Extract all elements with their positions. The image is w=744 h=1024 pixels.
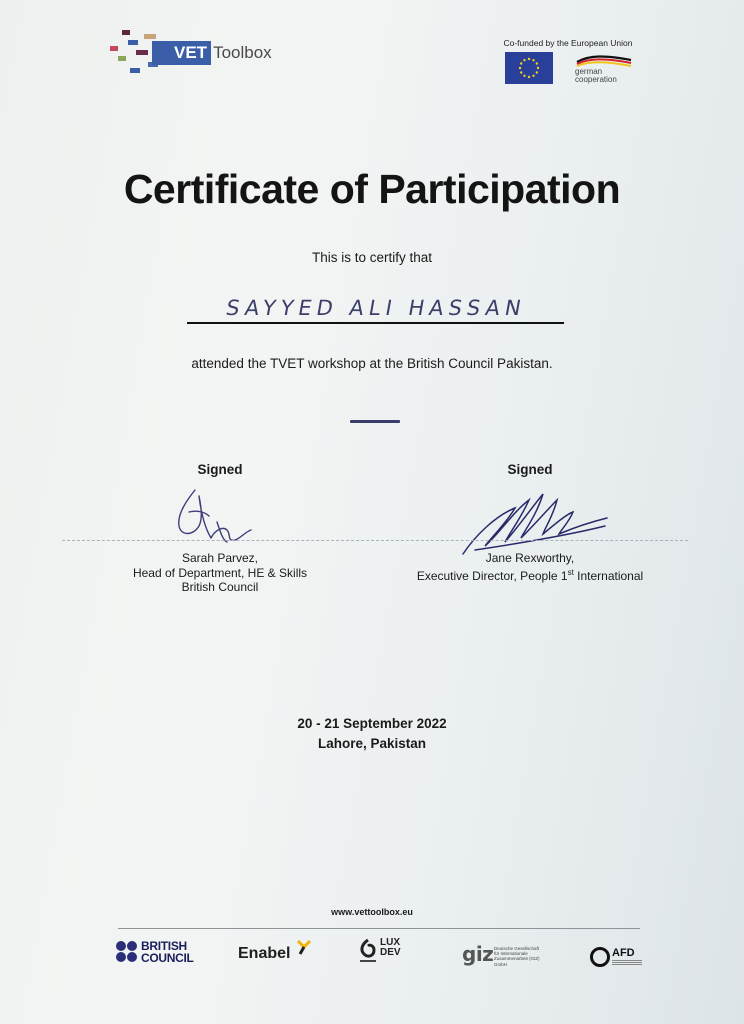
eu-flag-icon [505, 52, 553, 84]
attended-line: attended the TVET workshop at the British Council Pakistan. [191, 356, 553, 371]
certificate-title: Certificate of Participation [123, 166, 621, 212]
left-signature [165, 482, 265, 552]
footer-url[interactable]: www.vettoolbox.eu [331, 907, 413, 917]
german-coop-line-2: cooperation [575, 75, 617, 84]
signature-rule [62, 540, 688, 541]
giz-logo: giz [462, 942, 494, 966]
left-signatory-block [100, 551, 340, 595]
enabel-logo: Enabel [238, 945, 291, 962]
event-place: Lahore, Pakistan [317, 736, 427, 751]
giz-sub-line-3: Zusammenarbeit (GIZ) GmbH [494, 956, 540, 967]
recipient-name: SAYYED ALI HASSAN [224, 296, 528, 320]
left-signed-label: Signed [197, 462, 243, 477]
luxdev-logo [358, 938, 410, 972]
bc-logo-line-2: COUNCIL [141, 951, 194, 965]
afd-ring-icon [590, 947, 610, 967]
left-signatory-name: Sarah Parvez, [181, 551, 259, 565]
luxdev-line-2: DEV [380, 947, 401, 958]
giz-sub-line-1: Deutsche Gesellschaft [494, 946, 540, 951]
afd-logo-text: AFD [612, 947, 635, 959]
right-signature [455, 486, 615, 558]
right-signatory-title [400, 566, 660, 584]
vet-toolbox-logo [108, 28, 288, 80]
eu-cofunded-caption: Co-funded by the European Union [503, 38, 633, 48]
name-underline [187, 322, 564, 324]
right-signatory-name: Jane Rexworthy, [485, 551, 575, 565]
left-signatory-org: British Council [181, 580, 259, 594]
divider-rule [350, 420, 400, 423]
right-signatory-block [400, 551, 660, 583]
vet-logo-text: VET [152, 41, 211, 65]
german-cooperation-logo [575, 54, 633, 86]
afd-logo [590, 947, 650, 973]
enabel-mark-icon [296, 939, 312, 955]
giz-sub-line-2: für Internationale [494, 951, 528, 957]
toolbox-logo-text: Toolbox [213, 43, 272, 62]
right-signed-label: Signed [507, 462, 553, 477]
certify-line: This is to certify that [311, 250, 433, 265]
right-signatory-title-sup: st [567, 567, 574, 577]
luxdev-line-1: LUX [380, 937, 400, 948]
right-signatory-title-end: International [573, 568, 644, 583]
german-coop-line-1: german [575, 67, 603, 76]
right-signatory-title-main: Executive Director, People 1 [416, 568, 568, 583]
giz-subtitle [494, 946, 549, 967]
bc-logo-line-1: BRITISH [141, 939, 187, 953]
left-signatory-title: Head of Department, HE & Skills [132, 565, 308, 580]
british-council-logo [116, 938, 206, 968]
event-date: 20 - 21 September 2022 [297, 716, 447, 731]
footer-rule [118, 928, 640, 929]
